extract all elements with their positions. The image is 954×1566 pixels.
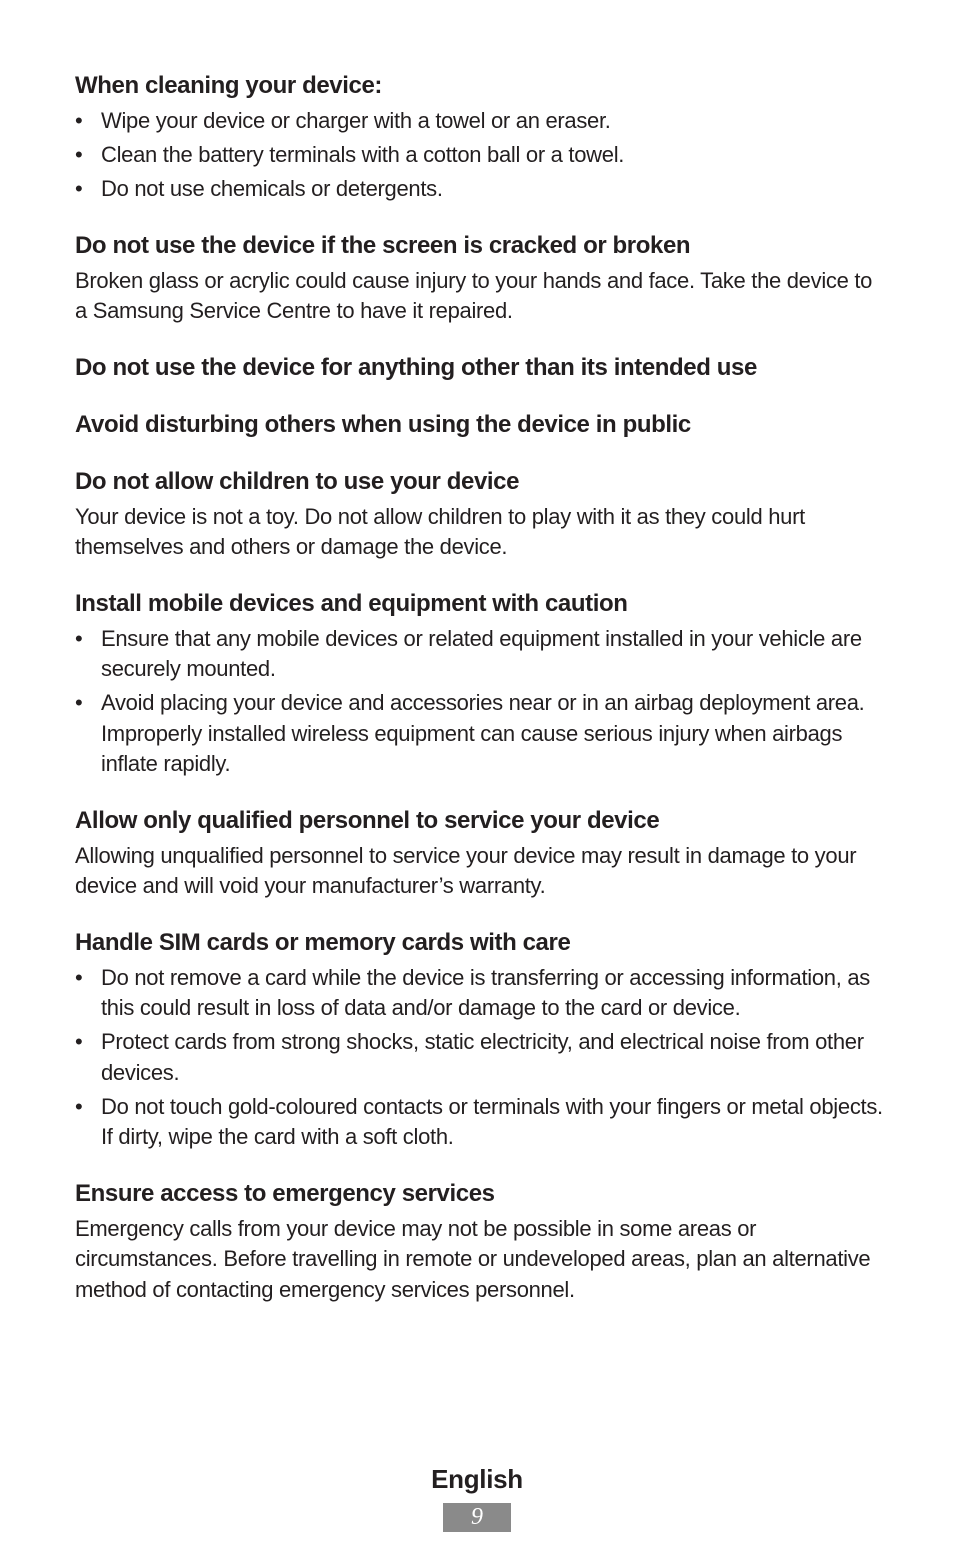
list-item-text: Avoid placing your device and accessories near or in an airbag deployment area. Improperly installed wireless equipment can cause serious injury when airbags inflate rapidly. bbox=[101, 690, 865, 776]
section-cards-care bbox=[75, 927, 887, 1153]
section-mobile-install bbox=[75, 588, 887, 780]
list-item-text: Do not remove a card while the device is transferring or accessing information, as this could result in loss of data and/or damage to the card or device. bbox=[101, 964, 870, 1020]
list-item bbox=[75, 106, 887, 137]
list-item-text: Clean the battery terminals with a cotton ball or a towel. bbox=[101, 142, 625, 167]
section-heading: Do not use the device for anything other than its intended use bbox=[75, 353, 757, 381]
bullet-dot: • bbox=[75, 625, 83, 651]
section-paragraph: Emergency calls from your device may not be possible in some areas or circumstances. Before travelling in remote or undeveloped areas, plan an alternative method of contacting emergency services personnel. bbox=[75, 1215, 871, 1302]
section-intended-use bbox=[75, 352, 887, 384]
section-qualified-service bbox=[75, 805, 887, 902]
section-heading: Ensure access to emergency services bbox=[75, 1179, 495, 1207]
list-item-text: Do not use chemicals or detergents. bbox=[101, 176, 443, 201]
section-heading: Avoid disturbing others when using the device in public bbox=[75, 410, 691, 438]
section-heading: When cleaning your device: bbox=[75, 72, 383, 99]
list-item-text: Protect cards from strong shocks, static electricity, and electrical noise from other devices. bbox=[101, 1029, 864, 1085]
list-item-text: Ensure that any mobile devices or related equipment installed in your vehicle are securely mounted. bbox=[101, 625, 862, 681]
bullet-list bbox=[75, 624, 887, 780]
page-number: 9 bbox=[443, 1503, 511, 1532]
section-heading: Do not allow children to use your device bbox=[75, 467, 520, 495]
list-item-text: Do not touch gold-coloured contacts or terminals with your fingers or metal objects. If dirty, wipe the card with a soft cloth. bbox=[101, 1093, 883, 1149]
section-heading: Install mobile devices and equipment with caution bbox=[75, 589, 628, 617]
list-item bbox=[75, 963, 887, 1024]
list-item bbox=[75, 624, 887, 685]
bullet-list bbox=[75, 963, 887, 1153]
page-footer bbox=[0, 1462, 954, 1532]
list-item bbox=[75, 1092, 887, 1153]
section-cracked-screen bbox=[75, 230, 887, 327]
section-children bbox=[75, 466, 887, 563]
section-paragraph: Broken glass or acrylic could cause injury to your hands and face. Take the device to a Samsung Service Centre to have it repaired. bbox=[75, 267, 873, 323]
bullet-dot: • bbox=[75, 1093, 83, 1119]
bullet-dot: • bbox=[75, 690, 83, 715]
document-body bbox=[75, 70, 887, 1330]
section-heading: Do not use the device if the screen is cracked or broken bbox=[75, 231, 691, 259]
bullet-dot: • bbox=[75, 1029, 83, 1054]
list-item bbox=[75, 1027, 887, 1088]
list-item bbox=[75, 688, 887, 780]
bullet-dot: • bbox=[75, 108, 83, 133]
section-paragraph: Allowing unqualified personnel to service your device may result in damage to your device and will void your manufacturer’s warranty. bbox=[75, 842, 857, 898]
bullet-dot: • bbox=[75, 176, 83, 201]
footer-language: English bbox=[431, 1464, 523, 1494]
list-item bbox=[75, 140, 887, 171]
bullet-list bbox=[75, 106, 887, 205]
bullet-dot: • bbox=[75, 964, 83, 990]
list-item-text: Wipe your device or charger with a towel or an eraser. bbox=[101, 108, 611, 133]
section-emergency bbox=[75, 1178, 887, 1306]
section-public-use bbox=[75, 409, 887, 441]
section-heading: Allow only qualified personnel to service your device bbox=[75, 806, 660, 834]
section-cleaning bbox=[75, 70, 887, 205]
section-heading: Handle SIM cards or memory cards with care bbox=[75, 928, 571, 956]
list-item bbox=[75, 174, 887, 205]
bullet-dot: • bbox=[75, 142, 83, 167]
section-paragraph: Your device is not a toy. Do not allow children to play with it as they could hurt themselves and others or damage the device. bbox=[75, 503, 805, 559]
